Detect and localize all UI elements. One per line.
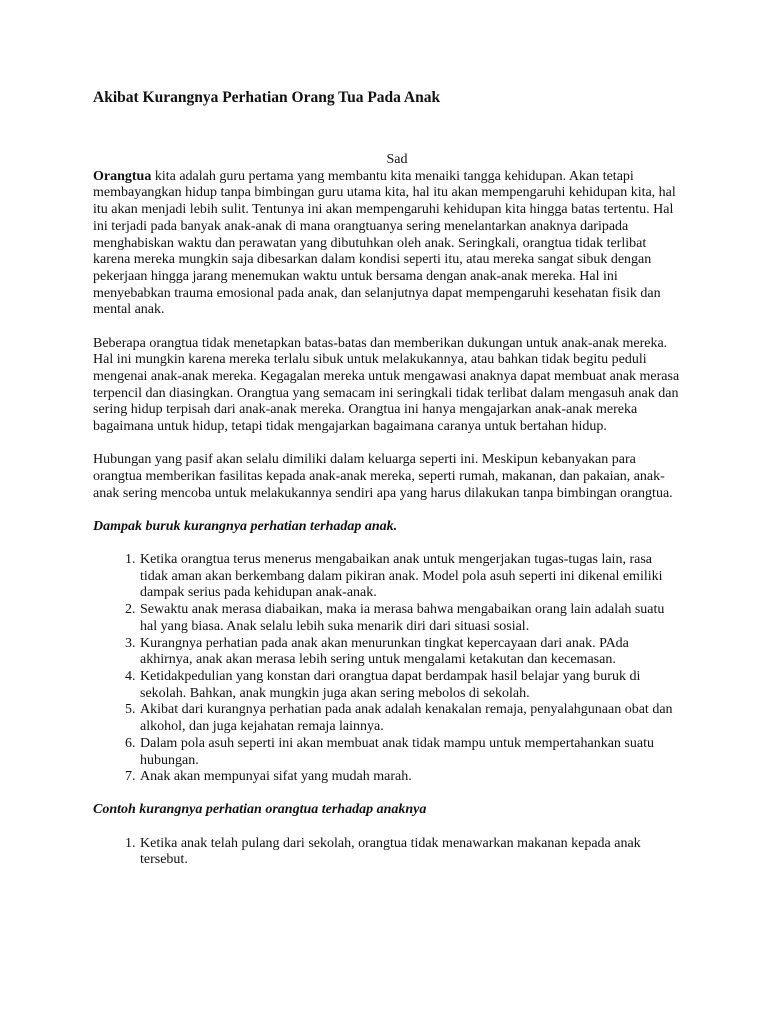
contoh-list xyxy=(93,836,683,869)
list-item: 1. Ketika anak telah pulang dari sekolah, orangtua tidak menawarkan makanan kepada anak tersebut. xyxy=(139,836,683,869)
list-item: 4. Ketidakpedulian yang konstan dari orangtua dapat berdampak hasil belajar yang buruk di sekolah. Bahkan, anak mungkin juga akan sering mebolos di sekolah. xyxy=(139,669,683,702)
list-item: 6. Dalam pola asuh seperti ini akan membuat anak tidak mampu untuk mempertahankan suatu hubungan. xyxy=(139,736,683,769)
intro-paragraph xyxy=(93,169,683,319)
paragraph-3: Hubungan yang pasif akan selalu dimiliki dalam keluarga seperti ini. Meskipun kebanyakan para orangtua memberikan fasilitas kepada anak-anak mereka, seperti rumah, makanan, dan pakaian, anak-anak sering mencoba untuk melakukannya sendiri apa yang harus dilakukan tanpa bimbingan orangtua. xyxy=(93,452,673,501)
list-item: 2. Sewaktu anak merasa diabaikan, maka ia merasa bahwa mengabaikan orang lain adalah suatu hal yang biasa. Anak selalu lebih suka menarik diri dari situasi sosial. xyxy=(139,602,683,635)
author-name: Sad xyxy=(386,152,408,167)
document-title: Akibat Kurangnya Perhatian Orang Tua Pada Anak xyxy=(93,89,441,106)
paragraph-2: Beberapa orangtua tidak menetapkan batas-batas dan memberikan dukungan untuk anak-anak mereka. Hal ini mungkin karena mereka terlalu sibuk untuk melakukannya, atau bahkan tidak begitu peduli mengenai anak-anak mereka. Kegagalan mereka untuk mengawasi anaknya dapat membuat anak merasa terpencil dan diasingkan. Orangtua yang semacam ini seringkali tidak terlibat dalam mengasuh anak dan sering hidup terpisah dari anak-anak mereka. Orangtua ini hanya mengajarkan anak-anak mereka bagaimana untuk hidup, tetapi tidak mengajarkan bagaimana caranya untuk bertahan hidup. xyxy=(93,335,680,435)
section-heading-dampak: Dampak buruk kurangnya perhatian terhadap anak. xyxy=(93,518,398,534)
document-body xyxy=(93,88,683,869)
list-item: 7. Anak akan mempunyai sifat yang mudah marah. xyxy=(139,769,683,786)
intro-lead-word: Orangtua xyxy=(93,168,152,184)
section-heading-contoh: Contoh kurangnya perhatian orangtua terhadap anaknya xyxy=(93,802,427,818)
list-item: 5. Akibat dari kurangnya perhatian pada anak adalah kenakalan remaja, penyalahgunaan obat dan alkohol, dan juga kejahatan remaja lainnya. xyxy=(139,702,683,735)
list-item: 1. Ketika orangtua terus menerus mengabaikan anak untuk mengerjakan tugas-tugas lain, rasa tidak aman akan berkembang dalam pikiran anak. Model pola asuh seperti ini dikenal emiliki dampak serius pada kehidupan anak-anak. xyxy=(139,552,683,602)
dampak-list xyxy=(93,552,683,786)
intro-text: kita adalah guru pertama yang membantu kita menaiki tangga kehidupan. Akan tetapi membayangkan hidup tanpa bimbingan guru utama kita, hal itu akan mempengaruhi kehidupan kita, hal itu akan menjadi lebih sulit. Tentunya ini akan mempengaruhi kehidupan kita hingga batas tertentu. Hal ini terjadi pada banyak anak-anak di mana orangtuanya sering menelantarkan anaknya daripada menghabiskan waktu dan perawatan yang dibutuhkan oleh anak. Seringkali, orangtua tidak terlibat karena mereka mungkin saja dibesarkan dalam kondisi seperti itu, atau mereka sangat sibuk dengan pekerjaan hingga jarang menemukan waktu untuk bersama dengan anak-anak mereka. Hal ini menyebabkan trauma emosional pada anak, dan selanjutnya dapat mempengaruhi kesehatan fisik dan mental anak. xyxy=(93,168,676,318)
list-item: 3. Kurangnya perhatian pada anak akan menurunkan tingkat kepercayaan dari anak. PAda akhirnya, anak akan merasa lebih sering untuk mengalami ketakutan dan kecemasan. xyxy=(139,636,683,669)
